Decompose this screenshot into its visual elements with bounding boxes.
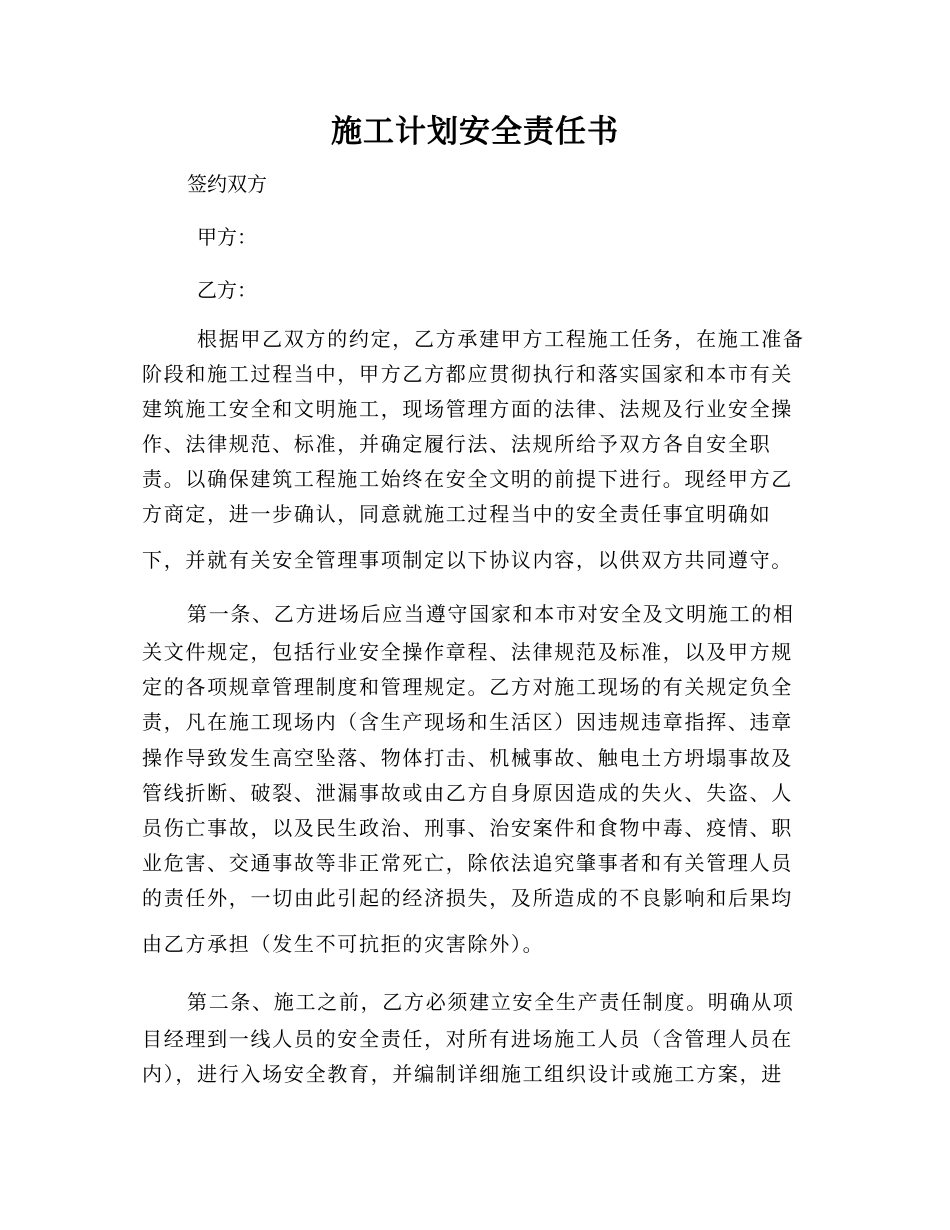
- paragraph-line: 责。以确保建筑工程施工始终在安全文明的前提下进行。现经甲方乙: [142, 467, 793, 491]
- paragraph-line: 下，并就有关安全管理事项制定以下协议内容，以供双方共同遵守。: [142, 548, 793, 572]
- paragraph-line: 关文件规定，包括行业安全操作章程、法律规范及标准，以及甲方规: [142, 640, 793, 664]
- party-a-label: 甲方：: [197, 225, 257, 249]
- paragraph-line: 定的各项规章管理制度和管理规定。乙方对施工现场的有关规定负全: [142, 675, 793, 699]
- paragraph-line: 业危害、交通事故等非正常死亡，除依法追究肇事者和有关管理人员: [142, 851, 793, 875]
- paragraph-line: 的责任外，一切由此引起的经济损失，及所造成的不良影响和后果均: [142, 886, 793, 910]
- paragraph-line: 方商定，进一步确认，同意就施工过程当中的安全责任事宜明确如: [142, 502, 772, 526]
- paragraph-line: 第二条、施工之前，乙方必须建立安全生产责任制度。明确从项: [187, 990, 795, 1014]
- paragraph-line: 根据甲乙双方的约定，乙方承建甲方工程施工任务，在施工准备: [197, 327, 805, 351]
- party-b-label: 乙方：: [197, 278, 257, 302]
- paragraph-line: 阶段和施工过程当中，甲方乙方都应贯彻执行和落实国家和本市有关: [142, 362, 793, 386]
- paragraph-line: 第一条、乙方进场后应当遵守国家和本市对安全及文明施工的相: [187, 602, 795, 626]
- paragraph-line: 建筑施工安全和文明施工，现场管理方面的法律、法规及行业安全操: [142, 397, 793, 421]
- paragraph-line: 由乙方承担（发生不可抗拒的灾害除外）。: [142, 932, 545, 956]
- paragraph-line: 内），进行入场安全教育，并编制详细施工组织设计或施工方案，进: [142, 1062, 783, 1086]
- paragraph-line: 操作导致发生高空坠落、物体打击、机械事故、触电土方坍塌事故及: [142, 746, 793, 770]
- paragraph-line: 目经理到一线人员的安全责任，对所有进场施工人员（含管理人员在: [142, 1027, 793, 1051]
- paragraph-line: 管线折断、破裂、泄漏事故或由乙方自身原因造成的失火、失盗、人: [142, 781, 793, 805]
- paragraph-line: 责，凡在施工现场内（含生产现场和生活区）因违规违章指挥、违章: [142, 710, 793, 734]
- document-title: 施工计划安全责任书: [331, 114, 619, 150]
- paragraph-line: 作、法律规范、标准，并确定履行法、法规所给予双方各自安全职: [142, 432, 772, 456]
- parties-heading: 签约双方: [187, 172, 267, 196]
- paragraph-line: 员伤亡事故，以及民生政治、刑事、治安案件和食物中毒、疫情、职: [142, 816, 793, 840]
